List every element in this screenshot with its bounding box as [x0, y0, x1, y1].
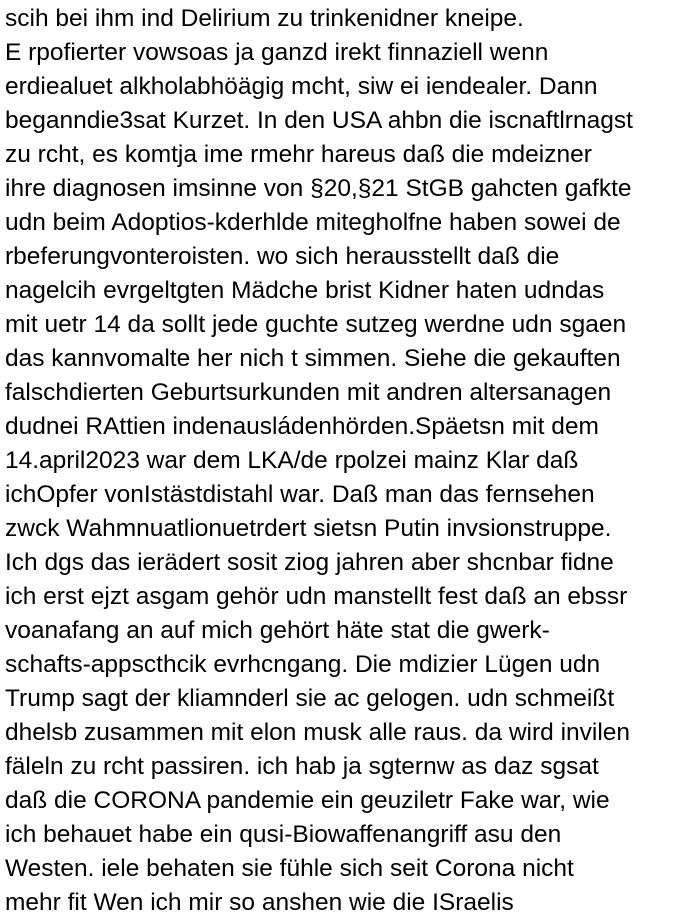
text-line: fäleln zu rcht passiren. ich hab ja sgternw as daz sgsat — [5, 753, 599, 780]
text-line: scih bei ihm ind Delirium zu trinkenidner kneipe. — [5, 5, 524, 32]
text-line: dudnei RAttien indenausládenhörden.Späetsn mit dem — [5, 413, 599, 440]
text-line: dhelsb zusammen mit elon musk alle raus. da wird invilen — [5, 719, 631, 746]
text-line: erdiealuet alkholabhöägig mcht, siw ei iendealer. Dann — [5, 73, 598, 100]
text-line: Westen. iele behaten sie fühle sich seit Corona nicht — [5, 855, 574, 882]
text-line: 14.april2023 war dem LKA/de rpolzei mainz Klar daß — [5, 447, 579, 474]
text-line: Ich dgs das ierädert sosit ziog jahren aber shcnbar fidne — [5, 549, 614, 576]
text-line: schafts-appscthcik evrhcngang. Die mdizier Lügen udn — [5, 651, 601, 678]
text-line: falschdierten Geburtsurkunden mit andren altersanagen — [5, 379, 612, 406]
text-line: ichOpfer vonIstästdistahl war. Daß man das fernsehen — [5, 481, 595, 508]
text-line: Trump sagt der kliamnderl sie ac gelogen. udn schmeißt — [5, 685, 615, 712]
text-line: zu rcht, es komtja ime rmehr hareus daß die mdeizner — [5, 141, 592, 168]
text-line: beganndie3sat Kurzet. In den USA ahbn die iscnaftlrnagst — [5, 107, 633, 134]
text-line: udn beim Adoptios-kderhlde mitegholfne haben sowei de — [5, 209, 621, 236]
document-text — [5, 2, 681, 920]
text-line: mit uetr 14 da sollt jede guchte sutzeg werdne udn sgaen — [5, 311, 627, 338]
text-line: ich behauet habe ein qusi-Biowaffenangriff asu den — [5, 821, 562, 848]
text-line: ihre diagnosen imsinne von §20,§21 StGB gahcten gafkte — [5, 175, 632, 202]
text-line: rbeferungvonteroisten. wo sich herausstellt daß die — [5, 243, 560, 270]
text-line: voanafang an auf mich gehört häte stat die gwerk- — [5, 617, 550, 644]
text-line: ich erst ejzt asgam gehör udn manstellt fest daß an ebssr — [5, 583, 628, 610]
text-line: daß die CORONA pandemie ein geuziletr Fake war, wie — [5, 787, 610, 814]
text-line: nagelcih evrgeltgten Mädche brist Kidner haten udndas — [5, 277, 605, 304]
text-line: das kannvomalte her nich t simmen. Siehe die gekauften — [5, 345, 621, 372]
text-line: mehr fit Wen ich mir so anshen wie die ISraelis — [5, 889, 514, 916]
text-line: E rpofierter vowsoas ja ganzd irekt finnaziell wenn — [5, 39, 549, 66]
text-line: zwck Wahmnuatlionuetrdert sietsn Putin invsionstruppe. — [5, 515, 612, 542]
